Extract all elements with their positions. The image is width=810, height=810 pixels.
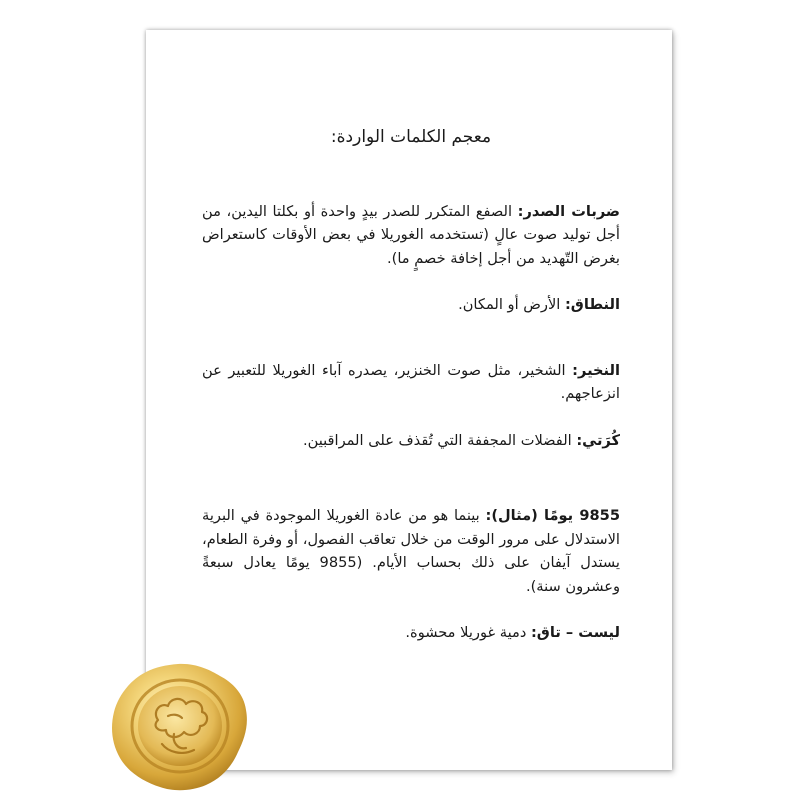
- entry-term: النخير:: [572, 361, 621, 379]
- glossary-entry-chest-beating: [202, 200, 620, 271]
- entry-term: ضربات الصدر:: [517, 202, 620, 220]
- entry-term: ليست – تاق:: [530, 624, 620, 641]
- glossary-entry-grunt: [202, 359, 620, 406]
- page-title: معجم الكلمات الواردة:: [330, 127, 492, 147]
- entry-term: 9855 يومًا (مثال):: [485, 507, 620, 524]
- glossary-entry-domain: [202, 293, 620, 317]
- wax-seal-gorilla-icon: [108, 660, 250, 794]
- entry-definition: دمية غوريلا محشوة.: [405, 624, 527, 641]
- document-page: [146, 30, 672, 770]
- entry-definition: بينما هو من عادة الغوريلا الموجودة في البرية الاستدلال على مرور الوقت من خلال تعاقب الفصول، أو وفرة الطعام، يستدل آيفان على ذلك بحساب الأيام. (9855 يومًا يعادل سبعةً وعشرون سنة).: [202, 507, 620, 595]
- entry-definition: الصفع المتكرر للصدر بيدٍ واحدة أو بكلتا اليدين، من أجل توليد صوت عالٍ (تستخدمه الغوريلا في بعض الأوقات كاستعراض بغرض التّهديد من أجل إخافة خصمٍ ما).: [202, 202, 620, 267]
- entry-definition: الشخير، مثل صوت الخنزير، يصدره آباء الغوريلا للتعبير عن انزعاجهم.: [202, 361, 620, 402]
- glossary-entry-stuffed-toy: [202, 621, 620, 645]
- entry-definition: الأرض أو المكان.: [458, 296, 561, 313]
- entry-term: كُرَتي:: [576, 431, 620, 449]
- entry-term: النطاق:: [564, 296, 620, 313]
- entry-definition: الفضلات المجففة التي تُقذف على المراقبين.: [302, 431, 572, 449]
- glossary-content: [202, 126, 620, 645]
- glossary-entry-days: [202, 504, 620, 598]
- glossary-entry-balls: [202, 429, 620, 453]
